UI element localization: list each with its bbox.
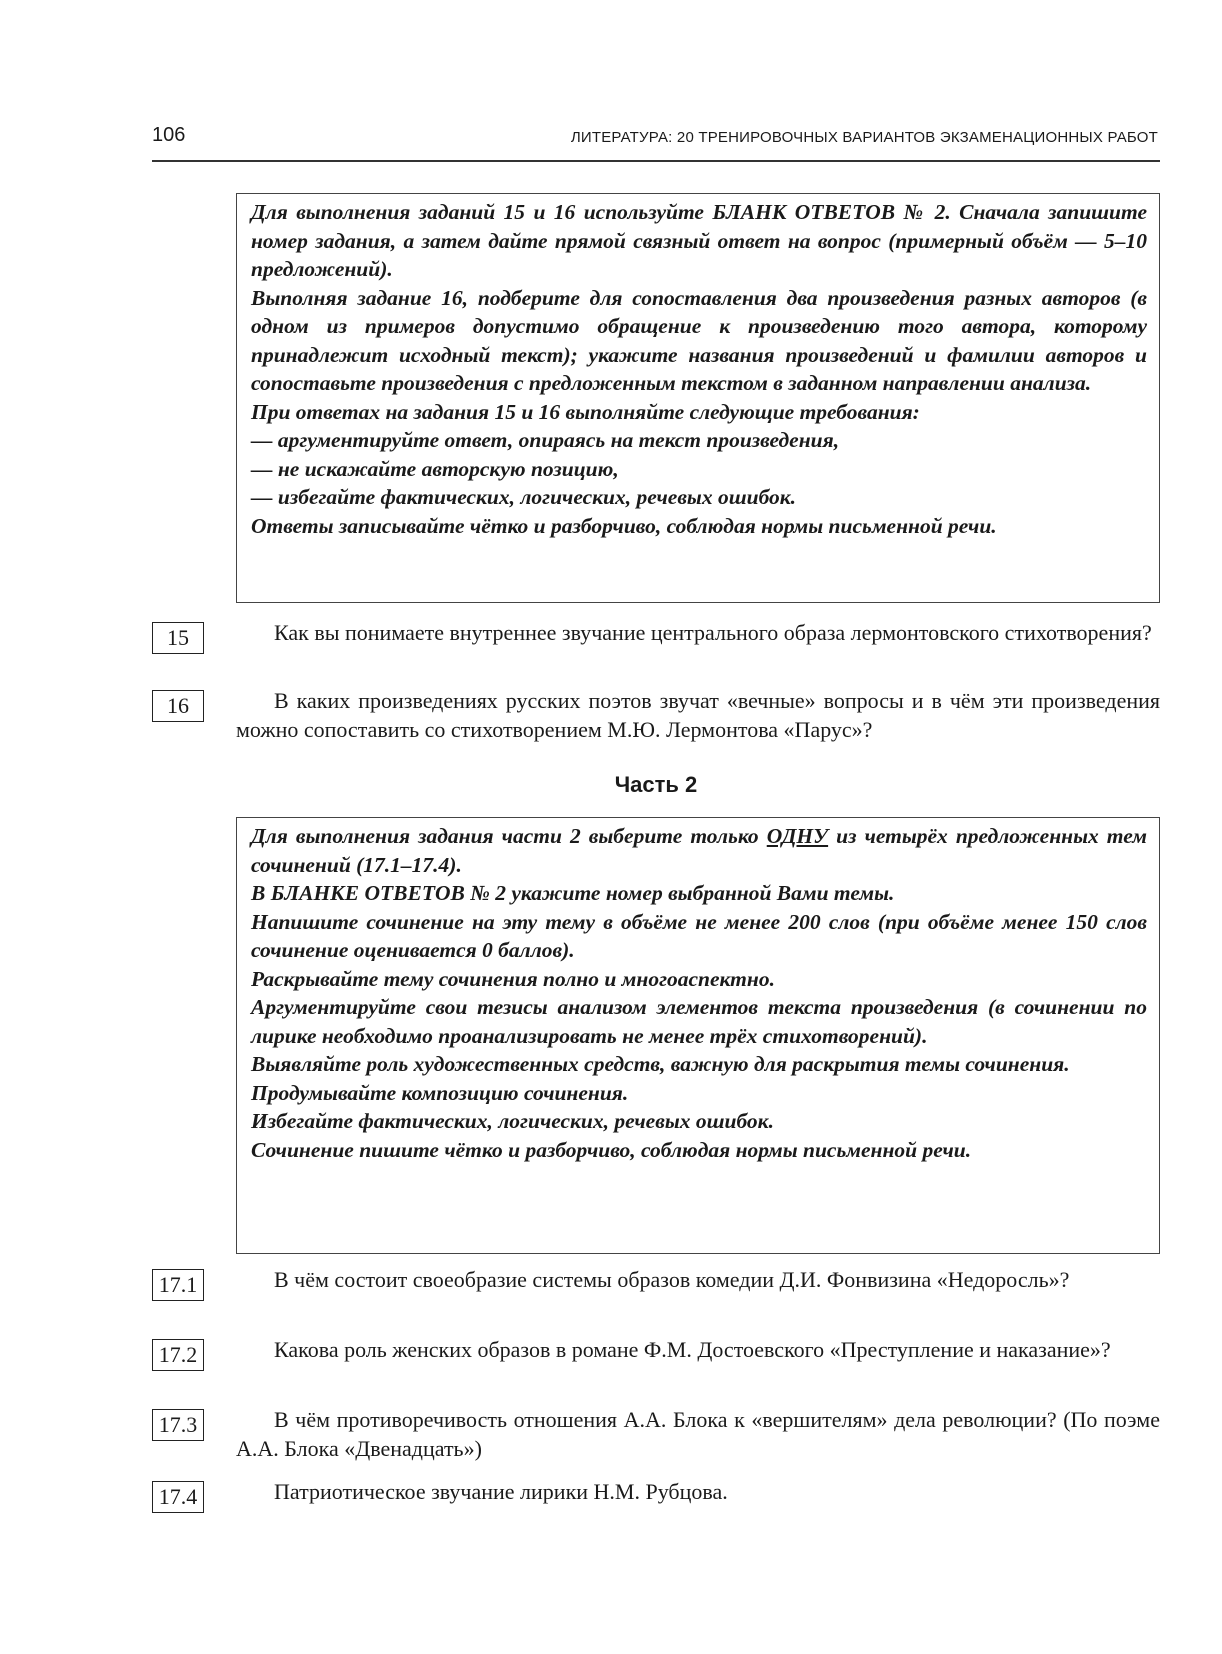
instruction-line: Раскрывайте тему сочинения полно и многоаспектно. [251, 966, 775, 991]
underlined-emphasis: ОДНУ [766, 824, 829, 848]
instruction-line: Сочинение пишите чётко и разборчиво, соблюдая нормы письменной речи. [251, 1137, 972, 1162]
task-17-1 [152, 1265, 1160, 1297]
task-number-box: 16 [152, 690, 204, 722]
task-number-box: 17.1 [152, 1269, 204, 1301]
task-question: В чём состоит своеобразие системы образов комедии Д.И. Фонвизина «Недоросль»? [274, 1267, 1070, 1292]
part1-instructions-box [236, 193, 1160, 603]
part-title: Часть 2 [614, 772, 698, 797]
instruction-line: Выявляйте роль художественных средств, важную для раскрытия темы сочинения. [251, 1052, 1070, 1076]
instruction-line: Для выполнения заданий 15 и 16 используйте БЛАНК ОТВЕТОВ № 2. Сначала запишите номер задания, а затем дайте прямой связный ответ на вопрос (примерный объём — 5–10 предложений). [251, 200, 1147, 281]
task-question: Патриотическое звучание лирики Н.М. Рубцова. [274, 1479, 728, 1504]
instruction-line: При ответах на задания 15 и 16 выполняйте следующие требования: [251, 399, 920, 424]
task-16 [152, 686, 1160, 744]
task-17-2 [152, 1335, 1160, 1367]
task-question: В чём противоречивость отношения А.А. Блока к «вершителям» дела революции? (По поэме А.А. Блока «Двенадцать») [236, 1407, 1160, 1461]
task-question: Как вы понимаете внутреннее звучание центрального образа лермонтовского стихотворения? [274, 620, 1152, 645]
instruction-line: — избегайте фактических, логических, речевых ошибок. [251, 485, 797, 509]
task-number-box: 17.4 [152, 1481, 204, 1513]
task-number-box: 17.2 [152, 1339, 204, 1371]
page-number: 106 [152, 124, 186, 146]
task-17-4 [152, 1477, 1160, 1509]
instruction-line: — аргументируйте ответ, опираясь на текст произведения, [251, 428, 840, 452]
instruction-line: В БЛАНКЕ ОТВЕТОВ № 2 укажите номер выбранной Вами темы. [251, 881, 895, 905]
instruction-text: Для выполнения задания части 2 выберите только [251, 824, 767, 848]
instruction-line: Аргументируйте свои тезисы анализом элементов текста произведения (в сочинении по лирике необходимо проанализировать не менее трёх стихотворений). [251, 995, 1147, 1048]
instruction-line: Ответы записывайте чётко и разборчиво, соблюдая нормы письменной речи. [251, 513, 997, 538]
instruction-line: Избегайте фактических, логических, речевых ошибок. [251, 1109, 774, 1133]
task-question: Какова роль женских образов в романе Ф.М. Достоевского «Преступление и наказание»? [274, 1337, 1111, 1362]
task-number-box: 17.3 [152, 1409, 204, 1441]
instruction-line: Напишите сочинение на эту тему в объёме не менее 200 слов (при объёме менее 150 слов сочинение оценивается 0 баллов). [251, 909, 1147, 962]
task-15 [152, 618, 1160, 650]
instruction-line: Выполняя задание 16, подберите для сопоставления два произведения разных авторов (в одном из примеров допустимо обращение к произведению того автора, которому принадлежит исходный текст); укажите названия произведений и фамилии авторов и сопоставьте произведения с предложенным текстом в заданном направлении анализа. [251, 285, 1147, 395]
page-header [152, 122, 1160, 162]
part2-instructions-box [236, 817, 1160, 1254]
instruction-line: Продумывайте композицию сочинения. [251, 1080, 629, 1105]
instruction-line [251, 822, 1147, 879]
instruction-text: из четырёх предложенных тем сочинений (17.1–17.4). [251, 824, 1147, 877]
task-question: В каких произведениях русских поэтов звучат «вечные» вопросы и в чём эти произведения можно сопоставить со стихотворением М.Ю. Лермонтова «Парус»? [236, 688, 1160, 742]
task-number-box: 15 [152, 622, 204, 654]
task-17-3 [152, 1405, 1160, 1463]
running-title: ЛИТЕРАТУРА: 20 ТРЕНИРОВОЧНЫХ ВАРИАНТОВ ЭКЗАМЕНАЦИОННЫХ РАБОТ [570, 129, 1158, 146]
instruction-line: — не искажайте авторскую позицию, [251, 456, 619, 481]
